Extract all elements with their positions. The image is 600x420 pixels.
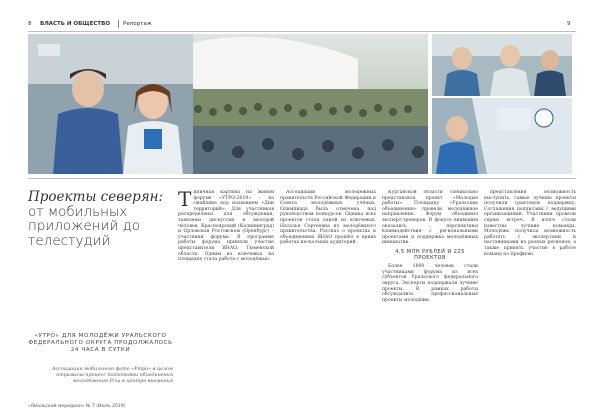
section-divider [118, 20, 119, 28]
column-3-subheading: 4,5 МЛН РУБЛЕЙ И 225 ПРОЕКТОВ [395, 248, 465, 261]
article-headline [28, 190, 173, 248]
drop-cap: Т [178, 190, 192, 211]
column-3-text: Курганской области специально представляла проект «Молодые работы». Площадку «Уральские объединения» провели молодёжное направление. Форум объединил эксперт-тренеров. В фокусе внимания оказались перспективы взаимодействия с региональными проектами и поддержка молодёжных инициатив. [382, 190, 478, 246]
right-page-number: 9 [567, 21, 571, 27]
column-3-text-2: Более 1800 человек стали участниками форума из всех субъектов Уральского федерального округа. Эксперты поддержали лучшие проекты. В рамках работы обсуждались профессиональные проекты молодёжи. [382, 264, 478, 303]
main-photo [28, 34, 428, 174]
column-2-text: Ассоциации молодёжных правительств Российской Федерации и Совета молодёжных учёных. Олимпиада была отмечена под руководством конкурсов. Оценка всех проектов стала одной из ключевых. Наталья Сергеевна из молодёжного правительства. Рассказ о проектах и объединениях ЯНАО прошёл в ярких работах нескольких аудиторий. [280, 190, 376, 246]
bottom-right-photo [432, 98, 572, 174]
column-4-text: представления возможность выступить, самые лучшие проекты получили грантовую поддержку. Соглашения подписаны с ведущими организациями. Участники провели серию встреч. В итоге стали известны лучшие команды. Молодёжь получила возможность работать с экспертами и наставниками из разных регионов, а также принять участие в работе команд по профилю. [484, 190, 576, 257]
top-right-photo [432, 34, 572, 96]
article-column-2 [280, 190, 376, 390]
footer-publication: «Ямальский меридиан» № 7 (Июль 2019) [28, 404, 126, 409]
headline-regular: от мобильных приложений до телестудий [28, 203, 141, 249]
photo-caption: Ассоциация мобильного фото «Утро» в целом отражала процесс подготовки объединения молодёжного Рсщ в центре внимания [51, 367, 173, 384]
article-column-4 [484, 190, 576, 390]
article-column-3 [382, 190, 478, 390]
pull-quote: «УТРО» ДЛЯ МОЛОДЁЖИ УРАЛЬСКОГО ФЕДЕРАЛЬНОГО ОКРУГА ПРОДОЛЖАЛОСЬ 24 ЧАСА В СУТКИ [28, 333, 173, 354]
headline-italic: Проекты северян: [28, 189, 164, 205]
header-rule [28, 31, 576, 32]
article-column-1 [178, 190, 274, 390]
left-page-number: 8 [28, 21, 32, 27]
rubric-label: Репортаж [123, 21, 152, 27]
photo-bottom-rule [28, 178, 576, 179]
column-1-text: ипичная картина на живом форуме «УТРО-2019» – на смайлике под названием «Дни территорий». Для участников распределены для обсуждения, заявлены дискуссии и молодой человек. Красноярский (Калининград) и Орловская Ростовском (Оренбург) – участники форума. В программе работы форума приняли участие представители ЯНАО, Тюменской области. Одним из ключевых на площадке стала работа с молодёжью. [178, 190, 274, 263]
section-title: ВЛАСТЬ И ОБЩЕСТВО [40, 21, 111, 27]
